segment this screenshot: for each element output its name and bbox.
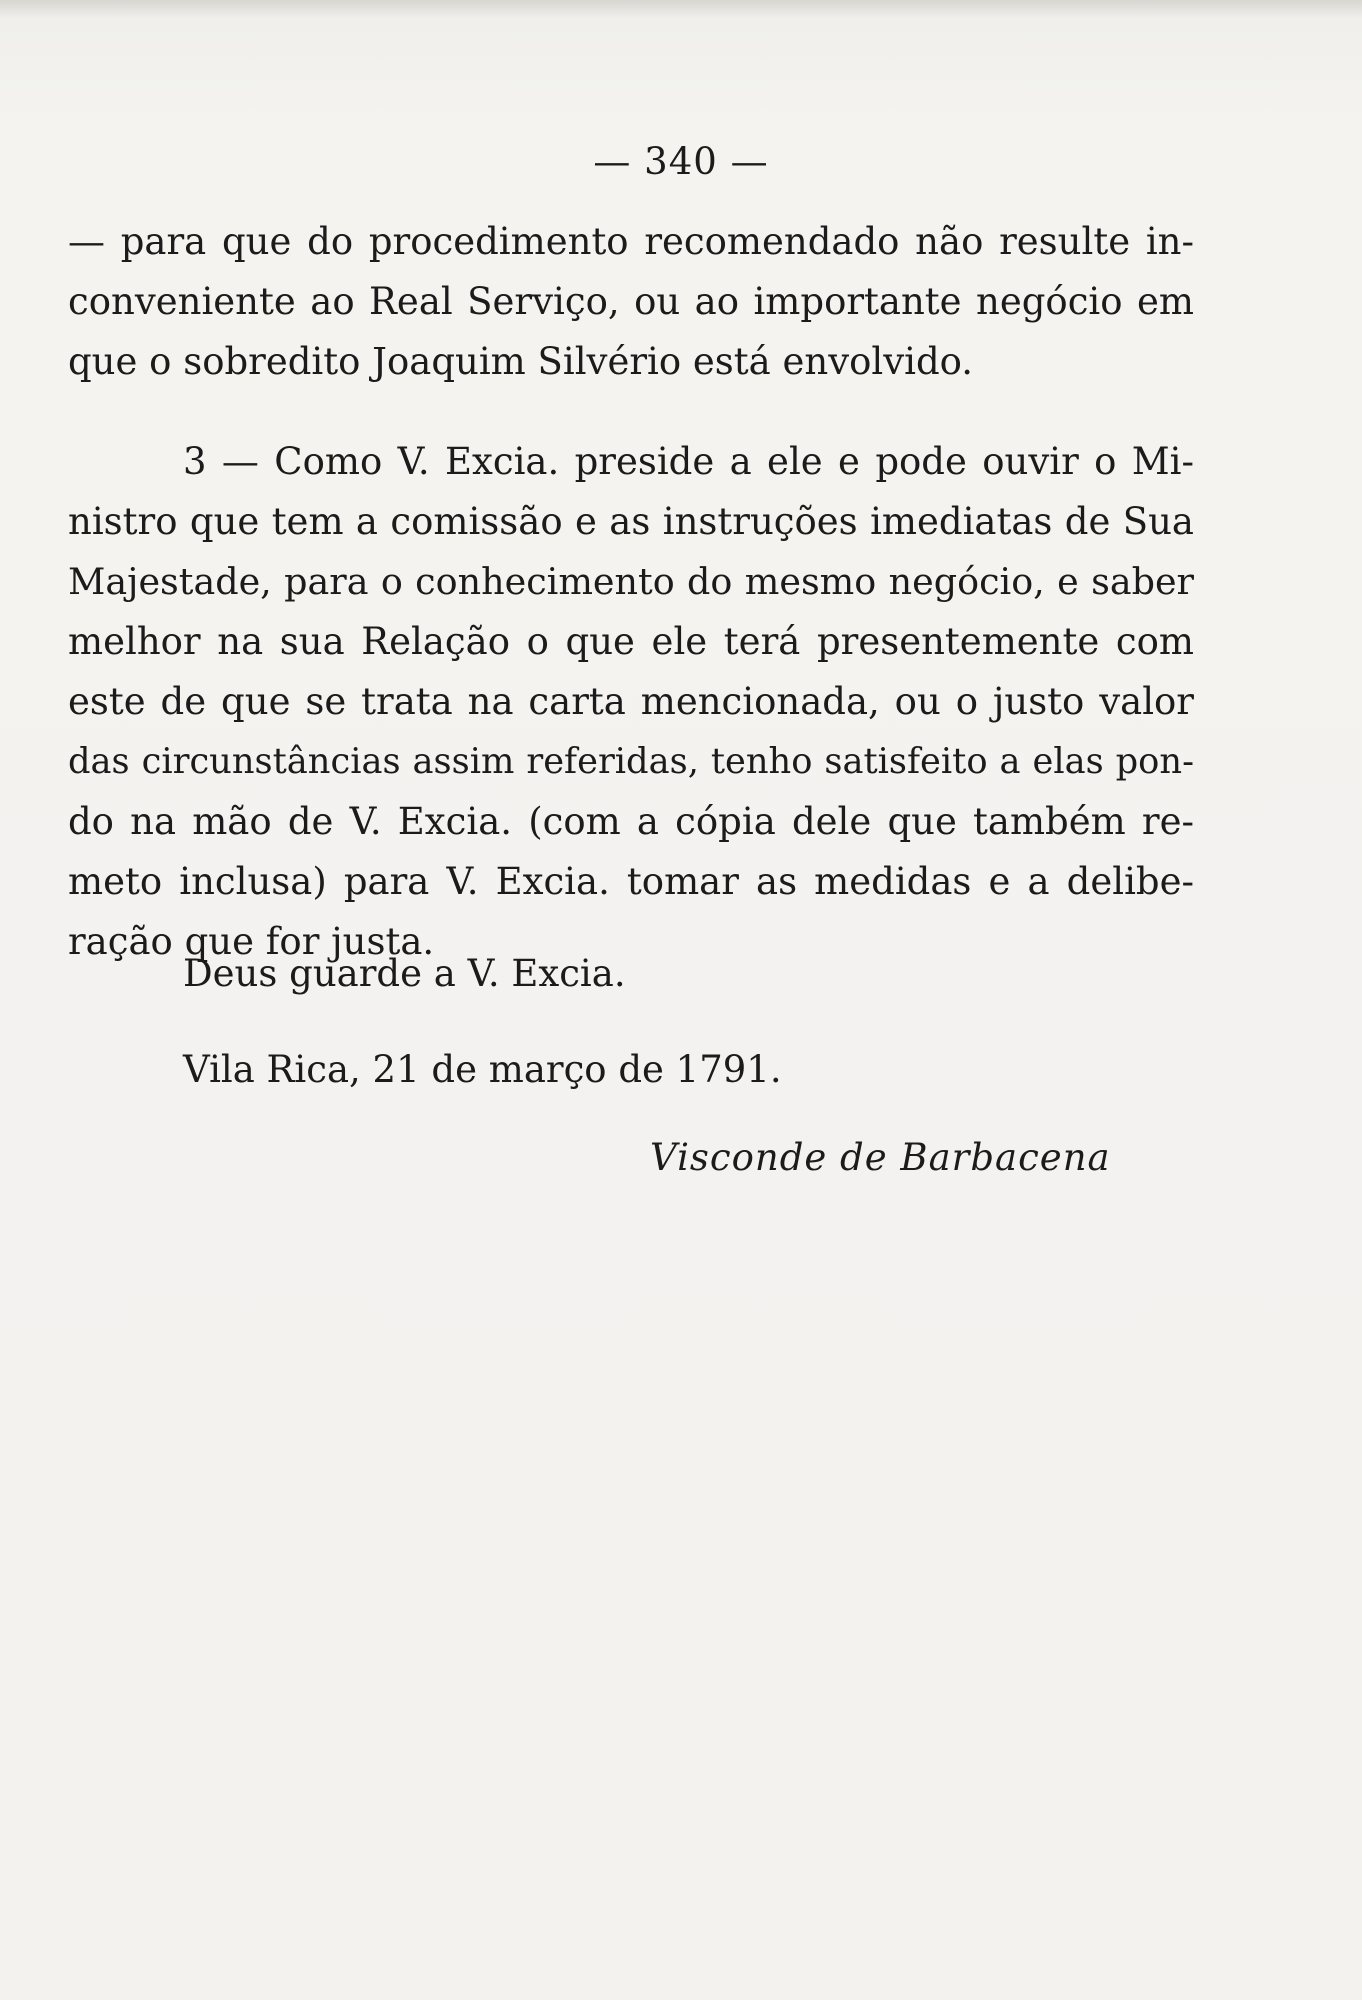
text-line: que o sobredito Joaquim Silvério está envolvido. bbox=[68, 340, 974, 383]
text-line: nistro que tem a comissão e as instruções imediatas de Sua bbox=[68, 500, 1194, 543]
page-top-shadow bbox=[0, 0, 1362, 18]
text-line: ração que for justa. bbox=[68, 920, 435, 963]
text-line: conveniente ao Real Serviço, ou ao importante negócio em bbox=[68, 280, 1194, 323]
paragraph-2 bbox=[68, 432, 1194, 972]
text-line: meto inclusa) para V. Excia. tomar as medidas e a delibe- bbox=[68, 860, 1194, 903]
paragraph-1 bbox=[68, 212, 1194, 392]
place-and-date: Vila Rica, 21 de março de 1791. bbox=[183, 1048, 782, 1091]
text-line: melhor na sua Relação o que ele terá presentemente com bbox=[68, 620, 1194, 663]
text-line: Majestade, para o conhecimento do mesmo negócio, e saber bbox=[68, 560, 1194, 603]
text-line: — para que do procedimento recomendado não resulte in- bbox=[68, 220, 1194, 263]
paragraph-gap bbox=[68, 392, 1194, 432]
text-line: 3 — Como V. Excia. preside a ele e pode ouvir o Mi- bbox=[183, 440, 1194, 483]
signature: Visconde de Barbacena bbox=[650, 1136, 1111, 1179]
closing-salutation: Deus guarde a V. Excia. bbox=[183, 952, 626, 995]
letter-body bbox=[68, 212, 1194, 972]
page-number: — 340 — bbox=[593, 140, 769, 183]
text-line: este de que se trata na carta mencionada, ou o justo valor bbox=[68, 680, 1194, 723]
text-line: do na mão de V. Excia. (com a cópia dele que também re- bbox=[68, 800, 1194, 843]
text-line: das circunstâncias assim referidas, tenho satisfeito a elas pon- bbox=[68, 741, 1194, 782]
